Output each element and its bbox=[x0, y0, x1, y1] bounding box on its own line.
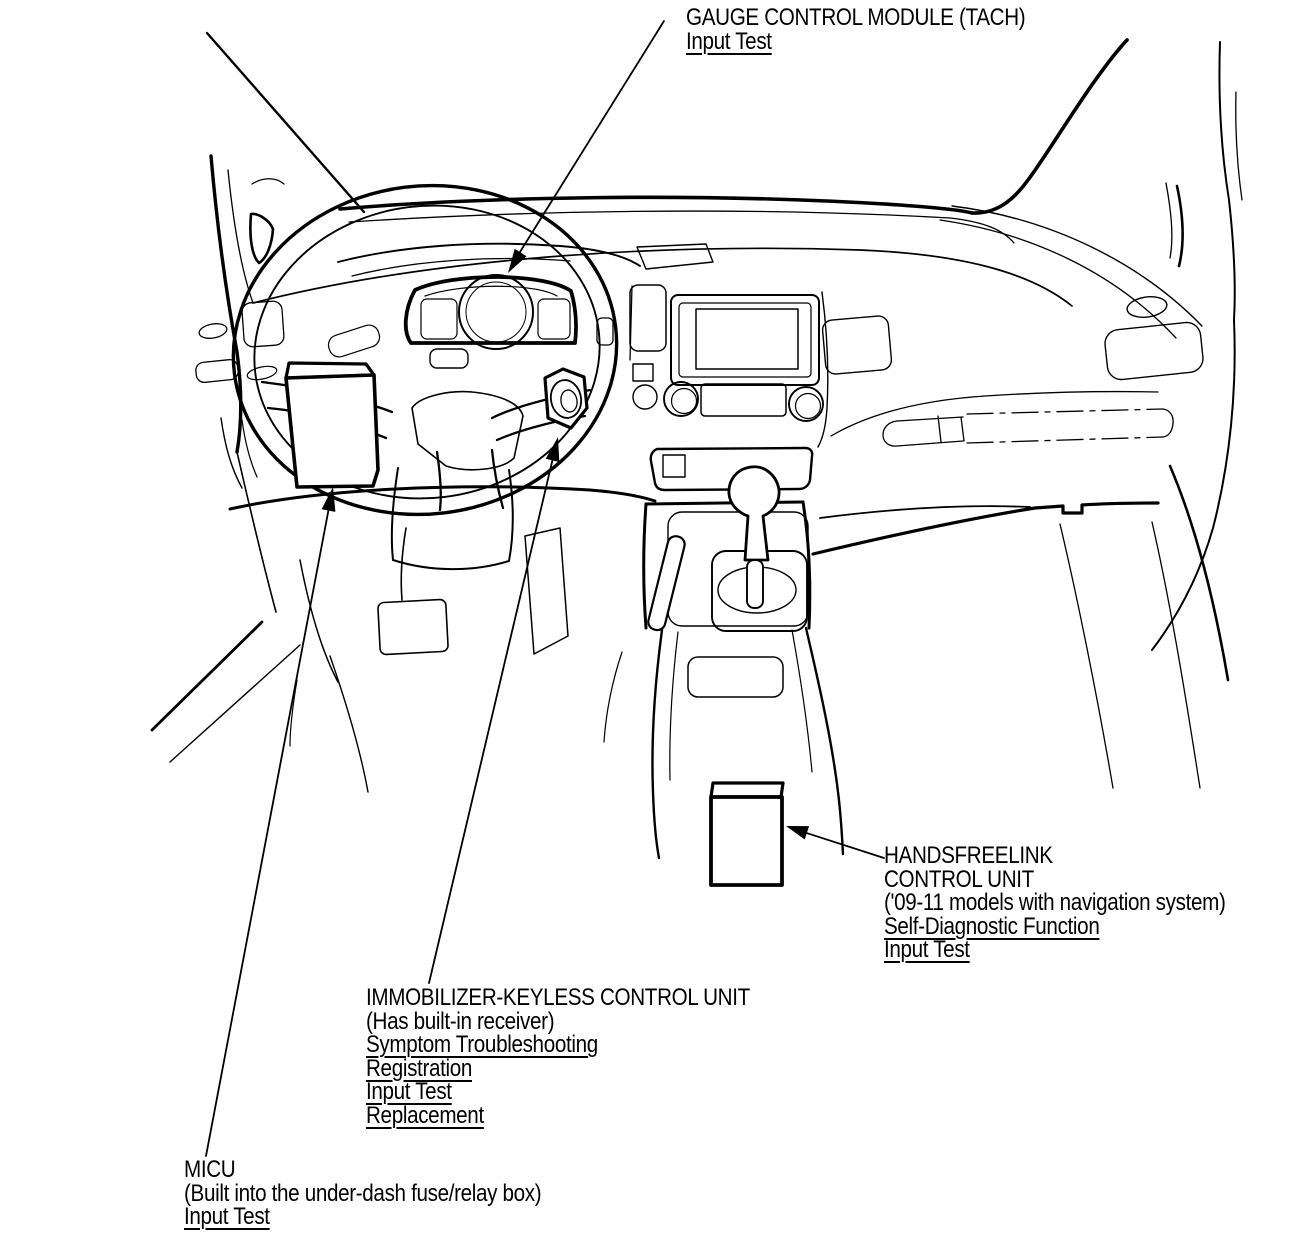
immobilizer-leader-line bbox=[429, 460, 553, 983]
immobilizer-title: IMMOBILIZER-KEYLESS CONTROL UNIT bbox=[366, 984, 750, 1011]
tuner-knob bbox=[789, 387, 823, 421]
handsfreelink-title-line1: HANDSFREELINK bbox=[884, 842, 1053, 869]
micu-box bbox=[286, 363, 378, 487]
gauge-module-title: GAUGE CONTROL MODULE (TACH) bbox=[686, 4, 1026, 31]
right-door bbox=[1060, 294, 1235, 788]
callout-micu bbox=[184, 1158, 541, 1229]
gauge-leader-line bbox=[520, 21, 664, 252]
dashboard-top bbox=[253, 206, 1202, 338]
immobilizer-input-test-link[interactable]: Input Test bbox=[366, 1078, 452, 1105]
handsfreelink-input-test-link[interactable]: Input Test bbox=[884, 936, 970, 963]
handsfreelink-title-line2: CONTROL UNIT bbox=[884, 865, 1034, 893]
gauge-module-input-test-link[interactable]: Input Test bbox=[686, 27, 772, 55]
callout-gauge-module bbox=[686, 6, 1025, 53]
glovebox-area bbox=[831, 392, 1173, 446]
micu-arrow bbox=[322, 487, 336, 512]
volume-knob bbox=[664, 382, 698, 416]
immobilizer-arrow bbox=[546, 437, 560, 462]
instrument-cluster bbox=[406, 275, 613, 368]
center-stack bbox=[630, 285, 892, 447]
steering-wheel bbox=[214, 164, 635, 536]
immobilizer-note: (Has built-in receiver) bbox=[366, 1007, 555, 1035]
gear-shifter bbox=[729, 467, 779, 560]
brake-pedal bbox=[378, 599, 449, 654]
micu-title: MICU bbox=[184, 1156, 236, 1183]
ignition-switch bbox=[545, 369, 587, 428]
handsfreelink-leader-line bbox=[806, 833, 884, 858]
immobilizer-registration-link[interactable]: Registration bbox=[366, 1054, 473, 1082]
handsfreelink-note: ('09-11 models with navigation system) bbox=[884, 889, 1226, 916]
micu-note: (Built into the under-dash fuse/relay box) bbox=[184, 1179, 542, 1207]
micu-leader-line bbox=[206, 510, 329, 1156]
parking-brake-lever bbox=[647, 534, 687, 631]
immobilizer-replacement-link[interactable]: Replacement bbox=[366, 1101, 484, 1129]
dash-lower-edge bbox=[230, 487, 1158, 554]
immobilizer-symptom-troubleshooting-link[interactable]: Symptom Troubleshooting bbox=[366, 1031, 598, 1058]
left-door bbox=[152, 301, 300, 762]
handsfreelink-arrow bbox=[786, 826, 809, 840]
micu-input-test-link[interactable]: Input Test bbox=[184, 1203, 270, 1230]
callout-handsfreelink bbox=[884, 844, 1226, 962]
handsfreelink-box bbox=[711, 783, 783, 885]
callout-immobilizer bbox=[366, 986, 750, 1127]
hazard-button bbox=[633, 364, 653, 381]
handsfreelink-self-diagnostic-link[interactable]: Self-Diagnostic Function bbox=[884, 912, 1100, 940]
